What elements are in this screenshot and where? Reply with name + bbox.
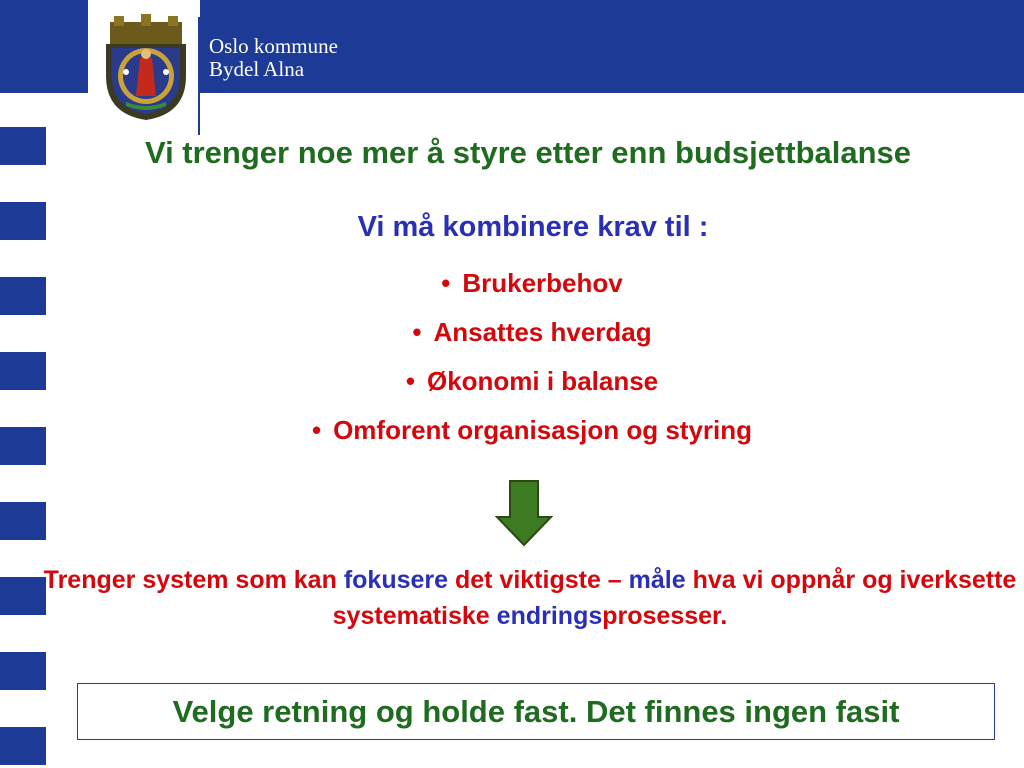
organization-name	[209, 35, 338, 81]
list-item-text: Ansattes hverdag	[433, 317, 652, 347]
statement-part: hva vi oppnår og iverksette systematiske	[332, 566, 1017, 630]
conclusion-text: Velge retning og holde fast. Det finnes ingen fasit	[172, 693, 900, 729]
bullet-icon: •	[311, 415, 322, 445]
side-decoration-square	[0, 502, 46, 540]
down-arrow-icon	[495, 479, 553, 547]
bullet-icon: •	[405, 366, 415, 396]
logo-divider	[198, 17, 200, 135]
list-item	[0, 314, 1024, 363]
list-item	[0, 265, 1024, 314]
list-item-text: Omforent organisasjon og styring	[333, 415, 753, 445]
org-name-text: Oslo kommune	[209, 34, 338, 58]
statement-highlight: måle	[628, 566, 686, 594]
requirement-list	[0, 265, 1024, 461]
list-item-text: Økonomi i balanse	[426, 366, 659, 396]
statement-part: Trenger system som kan	[43, 566, 344, 594]
bullet-icon: •	[441, 268, 451, 298]
oslo-coat-of-arms-icon	[100, 14, 192, 122]
list-item	[0, 412, 1024, 461]
statement-text	[40, 562, 1020, 634]
conclusion-box	[77, 683, 995, 740]
statement-highlight: fokusere	[343, 566, 449, 594]
side-decoration-square	[0, 727, 46, 765]
side-decoration-square	[0, 652, 46, 690]
bullet-icon: •	[412, 317, 422, 347]
side-decoration-square	[0, 202, 46, 240]
district-name-text: Bydel Alna	[209, 57, 305, 81]
slide-subtitle: Vi må kombinere krav til :	[357, 211, 709, 243]
slide-title: Vi trenger noe mer å styre etter enn budsjettbalanse	[144, 135, 912, 170]
list-item-text: Brukerbehov	[462, 268, 623, 298]
side-decoration-square	[0, 127, 46, 165]
statement-highlight: endrings	[496, 602, 603, 630]
statement-part: prosesser.	[602, 602, 728, 630]
list-item	[0, 363, 1024, 412]
statement-part: det viktigste –	[448, 566, 629, 594]
